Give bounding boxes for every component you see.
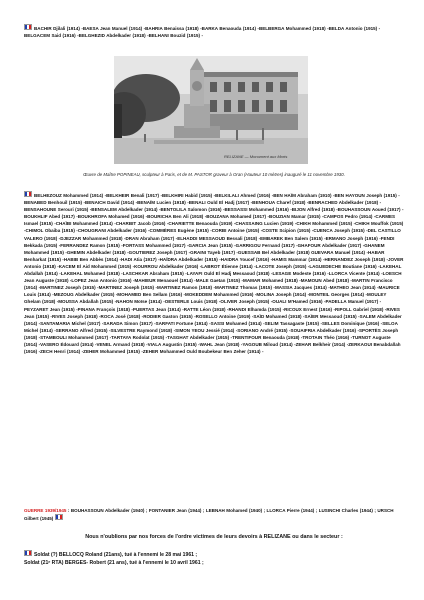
soldier-entry-2-text: Soldat (21ᵉ RTA) BERGES- Robert (21 ans), tué à l'ennemi le 10 avril 1961 ; [24,560,204,566]
french-flag-icon [24,550,32,556]
photo-caption: Œuvre de Maître POPINEAU, sculpteur à Paris, et de M. PASTOR graveur à Oran (Hauteur 10 mètres) inauguré le 11 novembre 1930. [83,172,345,177]
monument-photo [114,56,308,164]
guerre-1939-label: GUERRE 1939/1945 [24,508,67,513]
forces-note: Nous n'oublions par nos forces de l'ordre victimes de leurs devoirs à RELIZANE ou dans le secteur : [85,534,343,540]
names-1939-paragraph [24,507,404,522]
names-top-paragraph [24,24,404,39]
french-flag-icon [24,24,32,30]
soldier-entry-1 [24,550,197,558]
french-flag-icon [24,191,32,197]
names-top-text: BACHIR Djilali (1914) -BAESA Jean Manuel (1914) -BAHRIA Benaissa (1918) -BARKA Benaouda (1914) -BELBERGA Mohammed (1918) -BELDA Antonio (1915) -BELGACEM Said (1916) -BELGHEZID Abdelkader (1918) -BELHANI Bouzid (1915) - [24,26,381,39]
soldier-entry-2 [24,560,204,566]
soldier-entry-1-text: Soldat (?) BELLOCQ Roland (21ans), tué à l'ennemi le 28 mai 1961 ; [34,552,198,558]
names-main-text: BELHEZOUZ Mohammed (1914) -BELKHEIR Benali (1917) -BELKHIRI Habid (1915) -BELKILALI Ahmed (1916) -BEN HAÏM Abraham (1910) -BEN HAYOUN Joseph (1915) -BENABED Benhouil (1915) -BENAICH David (1914) -BENAÏM Lucien (1918) -BENALI Ould El Hadj (1917) -BENHOUA Charef (1918) -BENRACHED Abdelkader (1918) -BENSAHOUNE Serouri (1915) -BENSALEM Abdelkader (1914) -BENTOLILA Salomon (1916) -BESSASSI Mohammed (1916) -BIJON Alfred (1918) -BOUHASSOUN Aoued (1917) -BOUKHLIF Abed (1917) -BOUKHROFA Mohamed (1916) -BOURICHA Ben Ali (1918) -BOUZANA Mohamed (1917) -BOUZIAN Mamar (1915) -CAMPOS Pedro (1914) -CARMES Ismael (1915) -CHAÏBI Mohammed (1914) -CHARBIT Jacob (1916) -CHARIETTE Benaouda (1919) -CHASSAING Lucien (1919) -CHIKH Mohammed (1915) -CHIKH Mouffok (1915) -CHIMOL Obaiba (1915) -CHOUGRANI Abdelkader (1916) -COMMÈRES Eugène (1915) -CORBI Antoine (1915) -COSTE Scipion (1915) -CUENCA Joseph (1915) -DEL CASTILLO VALERO (1918) -DJEZZAR Mohammed (1918) -DRAN Abraham (1917) -ELHADDI MESSAOUD Bessali (1918) -EMBAREK Ben Salem (1915) -ERMANO Joseph (1916) -FENDI Bekkada (1915) -FERRANDEZ Ramon (1915) -FORTASS Mohammed (1917) -GARCIA Jean (1915) -GARRIGOU Fernand (1917) -GHAFOUR Abdelkader (1917) -GHANEM Mohammed (1915) -GHEMIN Abdelkader (1918) -GOUTIEREZ Joseph (1917) -GRAINI Tayeb (1917) -GUESSAB Bel Abdelkader (1918) GUEVARA Manuel (1914) -HABAR Benharkat (1915) -HABIB Ben Abbès (1914) -HADI Atia (1917) -HAÏDRA Abdelkader (1915) -HAIDRA Youcef (1916) -HAMIS Mammar (1914) -HERNANDEZ Joseph (1918) -JOVER Antonio (1918) -KACEM El Aid Mohammed (1915) -KOURROU Abdelkader (1916) -LABROT Étienne (1914) -LACOTE Joseph (1915) -LAGUEDECHE Boutiane (1916) -LAKEHAL Abdallah (1914) -LAKEHAL Mohamed (1918) -LASCHKAR Abraham (1915) -LAYAFI Ould El Hadj Messaoud (1918) -LESAGE Modeste (1916) -LLORCA Vicente (1914) -LOESCH Jean Auguste (1918) -LOPEZ Jean Antonio (1916) -MAHIEUR Menaouel (1914) -MALE Gaetan (1915) -MAMAR Mohamed (1918) -MAMOUN Abed (1918) -MARTIN Francisco (1914) -MARTINEZ Joseph (1915) -MARTINEZ Joseph (1915) -MARTINEZ Ramon (1918) -MARTINEZ Thomas (1915) -MASSIA Jacques (1914) -MATHEO Jean (1914) -MAURICE Louis (1914) -MEZOUG Abdelkader (1915) -MOHAMED Ben Sellam (1916) -MOKEDDEM Mohammed (1916) -MOLINA Joseph (1914) -MONTEIL Georges (1914) -MOULEY Ghelam (1918) -MOUSSA Abdallah (1915) -NAHON Moïse (1914) -OESTERLE Louis (1918) -OLIVER Joseph (1915) -OUALI M'Hamed (1916) -PADELLA Manuel (1917) -PEYZARET Jean (1915) -PINANA François (1918) -PUERTAS Jean (1914) -RATTE Léon (1918) -RHANDI Elhamda (1915) -RICOUX Ernest (1916) -RIPOLL Gabriel (1918) -RIVES Jean (1915) -RIVES Joseph (1918) -ROCA José (1918) -RODIER Gaston (1915) -ROSELLO Antoine (1919) -SAÏD Mohamed (1918) -SAÏER Messaoud (1915) -SALEM Abdelkader (1914) -SANTAMARIA Michel (1917) -SARADA Simon (1917) -SARFATI Fortune (1914) -SASSI Mohamed (1914) -SELIM Tassagaste (1915) -SELLES Dominique (1916) -SELOA Michel (1914) -SERRANO Alfred (1915) -SILVESTRE Raymond (1918) -SIMON YEOU Jessié (1914) -SORIANO André (1915) -SOUAIFRIA Abdelkader (1916) -SPORTÈS Joseph (1918) -STAMBOULI Mohammed (1917) -TARTAYA Rodolat (1915) -TASGHAT Abdelkader (1915) -TRENTIFOUR Benaouda (1918) -TROTAIN Théo (1916) -TURNOT Auguste (1914) -VASERO Édouard (1914) -VENEL Armand (1918) -VIALA Augustin (1915) -WAHL Jean (1918) -YAGOUB Miloud (1914) -ZEHAR Belkheir (1914) -ZERKAOUI Benabdallah (1916) -ZECH Henri (1914) -ZEHER Mohammed (1915) -ZEHER Mohammed Ould Boubekeur Ben Zeher (1914) - [24,193,404,355]
names-1939-text: : BOUHASSOUN Abdelkader (1940) ; FONTANIER Jean (1944) ; LEBNAH Mohamed (1940) ; LLORCA Pierre (1944) ; LUSINCHI Charles (1944) ; URSCH Gilbert (1945) [24,508,394,522]
postcard-caption: RELIZANE — Monument aux Morts [224,154,288,159]
names-main-paragraph [24,191,404,355]
french-flag-icon [55,514,63,520]
